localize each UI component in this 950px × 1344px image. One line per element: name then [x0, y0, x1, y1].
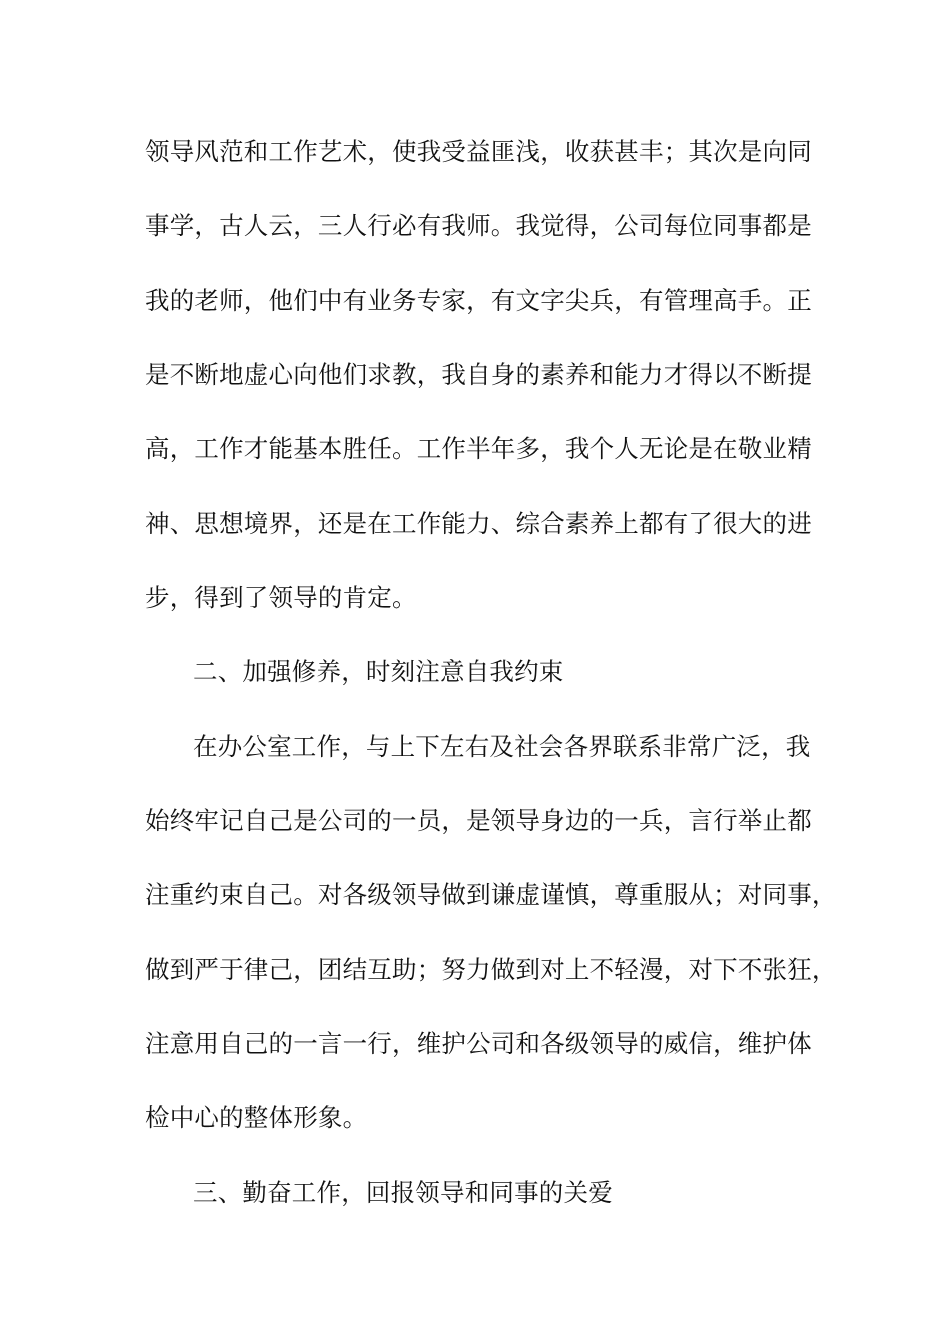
paragraph-line: 是不断地虚心向他们求教，我自身的素养和能力才得以不断提 — [145, 360, 812, 389]
paragraph-line: 始终牢记自己是公司的一员，是领导身边的一兵，言行举止都 — [145, 806, 812, 835]
paragraph-line: 领导风范和工作艺术，使我受益匪浅，收获甚丰；其次是向同 — [145, 137, 812, 166]
paragraph-line: 我的老师，他们中有业务专家，有文字尖兵，有管理高手。正 — [145, 286, 812, 315]
paragraph-line: 做到严于律己，团结互助；努力做到对上不轻漫，对下不张狂， — [145, 955, 837, 984]
paragraph-line: 步，得到了领导的肯定。 — [145, 583, 417, 612]
paragraph-line: 注重约束自己。对各级领导做到谦虚谨慎，尊重服从；对同事， — [145, 880, 837, 909]
paragraph-line: 高，工作才能基本胜任。工作半年多，我个人无论是在敬业精 — [145, 434, 812, 463]
section-heading-2: 二、加强修养，时刻注意自我约束 — [193, 657, 564, 686]
paragraph-line: 在办公室工作，与上下左右及社会各界联系非常广泛，我 — [193, 732, 811, 761]
paragraph-line: 注意用自己的一言一行，维护公司和各级领导的威信，维护体 — [145, 1029, 812, 1058]
paragraph-line: 神、思想境界，还是在工作能力、综合素养上都有了很大的进 — [145, 509, 812, 538]
paragraph-line: 检中心的整体形象。 — [145, 1103, 368, 1132]
paragraph-line: 事学，古人云，三人行必有我师。我觉得，公司每位同事都是 — [145, 211, 812, 240]
section-heading-3: 三、勤奋工作，回报领导和同事的关爱 — [193, 1178, 613, 1207]
